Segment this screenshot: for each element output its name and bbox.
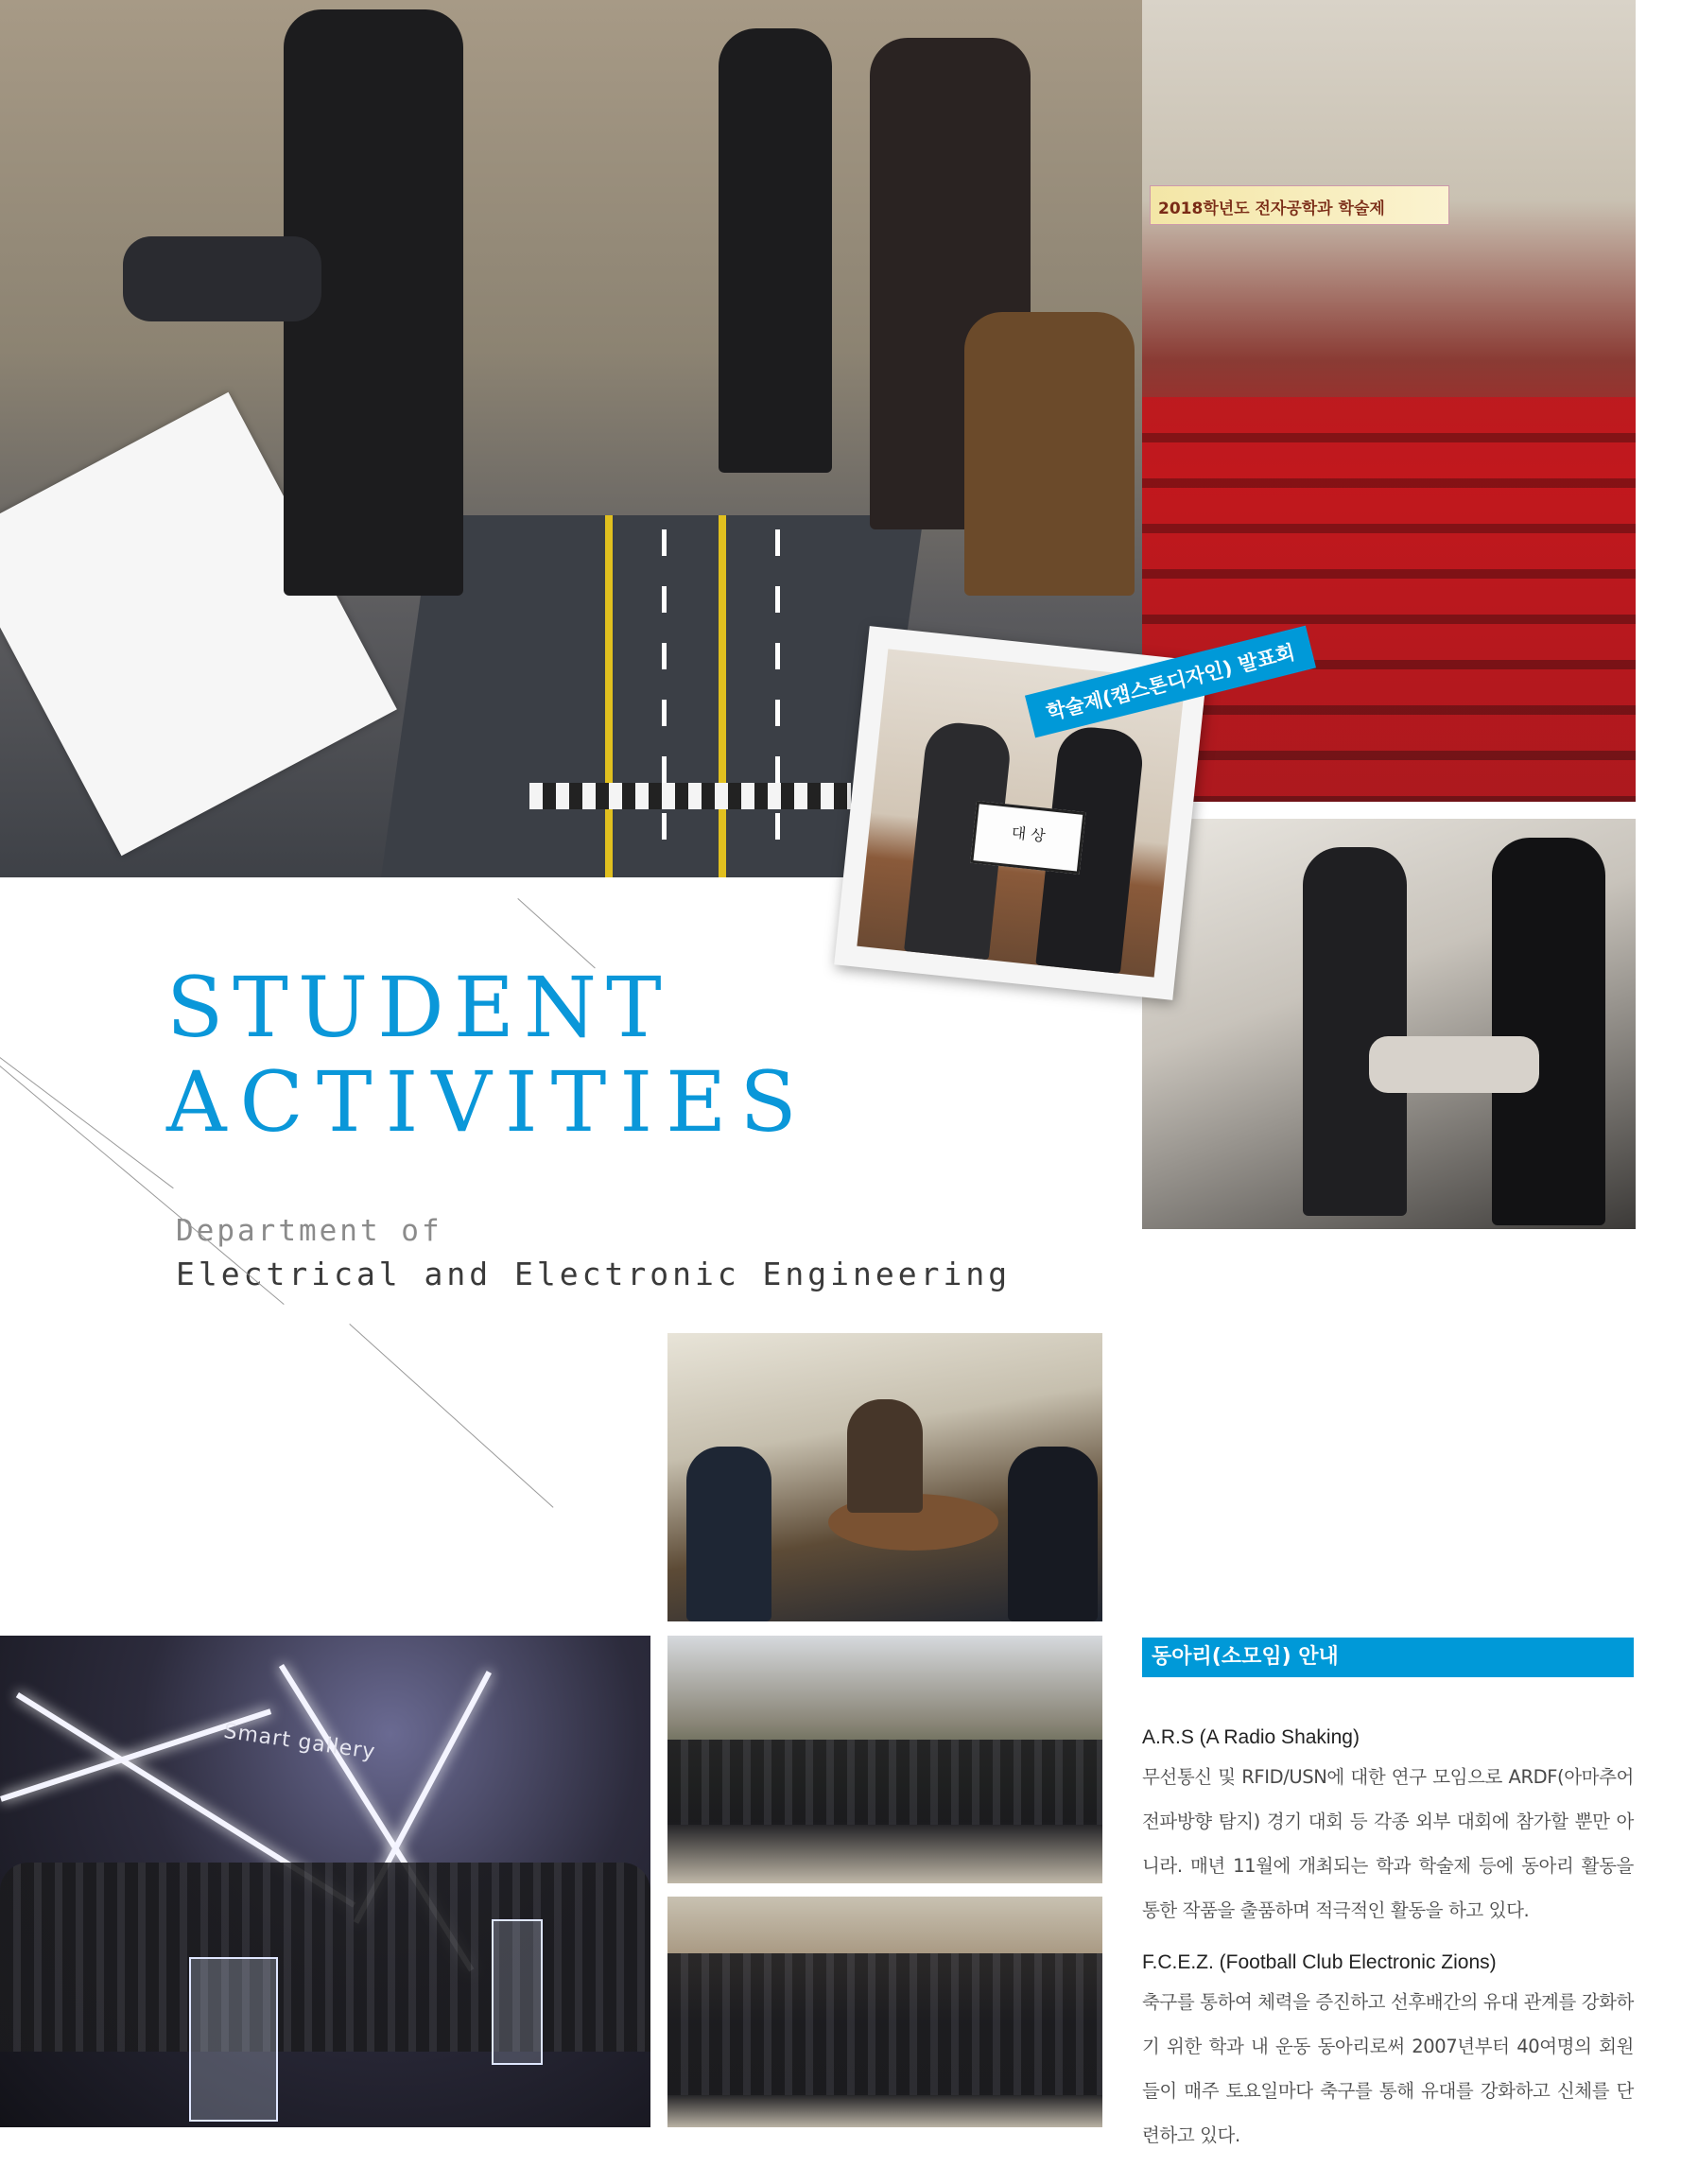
banner-text: 2018학년도 전자공학과 학술제: [1158, 199, 1385, 218]
club-name-ars: A.R.S (A Radio Shaking): [1142, 1726, 1360, 1748]
decorative-line: [0, 1057, 174, 1188]
professor-figure: [847, 1399, 923, 1513]
decorative-line: [349, 1324, 553, 1508]
road-lane-line: [605, 515, 613, 877]
display-case: [189, 1957, 278, 2122]
gallery-sign: Smart gallery: [222, 1719, 377, 1765]
visitor-figure: [719, 28, 832, 473]
event-banner: [1150, 185, 1449, 225]
group-of-students: [667, 1953, 1102, 2095]
display-case: [492, 1919, 543, 2065]
robot-hand: [1369, 1036, 1539, 1093]
student-figure: [1303, 847, 1407, 1216]
robot-hand-photo: [1142, 819, 1636, 1229]
meeting-photo: [667, 1333, 1102, 1621]
page-title: [166, 959, 810, 1151]
student-figure: [1008, 1447, 1098, 1621]
club-description-ars: 무선통신 및 RFID/USN에 대한 연구 모임으로 ARDF(아마추어 전파방향 탐지) 경기 대회 등 각종 외부 대회에 참가할 뿐만 아니라. 매년 11월에 개최되는 학과 학술제 등에 동아리 활동을 통한 작품을 출품하며 적극적인 활동을 하고 있다.: [1142, 1766, 1634, 1921]
department-name: Electrical and Electronic Engineering: [176, 1256, 1012, 1292]
club-description-fcez: 축구를 통하여 체력을 증진하고 선후배간의 유대 관계를 강화하기 위한 학과 내 운동 동아리로써 2007년부터 40여명의 회원들이 매주 토요일마다 축구를 통해 유대를 강화하고 신체를 단련하고 있다.: [1142, 1991, 1634, 2146]
group-of-students: [667, 1740, 1102, 1825]
smart-gallery-photo: [0, 1636, 650, 2127]
club-section-header: 동아리(소모임) 안내: [1142, 1638, 1634, 1677]
group-photo-building: [667, 1897, 1102, 2127]
title-student: STUDENT: [166, 959, 671, 1056]
award-caption: 학술제(캡스톤디자인) 발표회: [1025, 626, 1316, 738]
crosswalk: [529, 783, 851, 809]
department-label: Department of: [176, 1214, 442, 1248]
student-figure: [1492, 838, 1605, 1225]
professor-figure-crouching: [964, 312, 1135, 596]
title-activities: ACTIVITIES: [166, 1053, 810, 1151]
club-name-fcez: F.C.E.Z. (Football Club Electronic Zions): [1142, 1951, 1497, 1973]
certificate-text: 대 상: [1010, 823, 1047, 845]
group-photo-forest: [667, 1636, 1102, 1883]
auditorium-seats: [1142, 397, 1636, 802]
group-of-students: [0, 1863, 650, 2052]
student-figure: [686, 1447, 771, 1621]
model-car: [123, 236, 321, 321]
award-certificate: [970, 801, 1085, 875]
road-lane-line: [719, 515, 726, 877]
